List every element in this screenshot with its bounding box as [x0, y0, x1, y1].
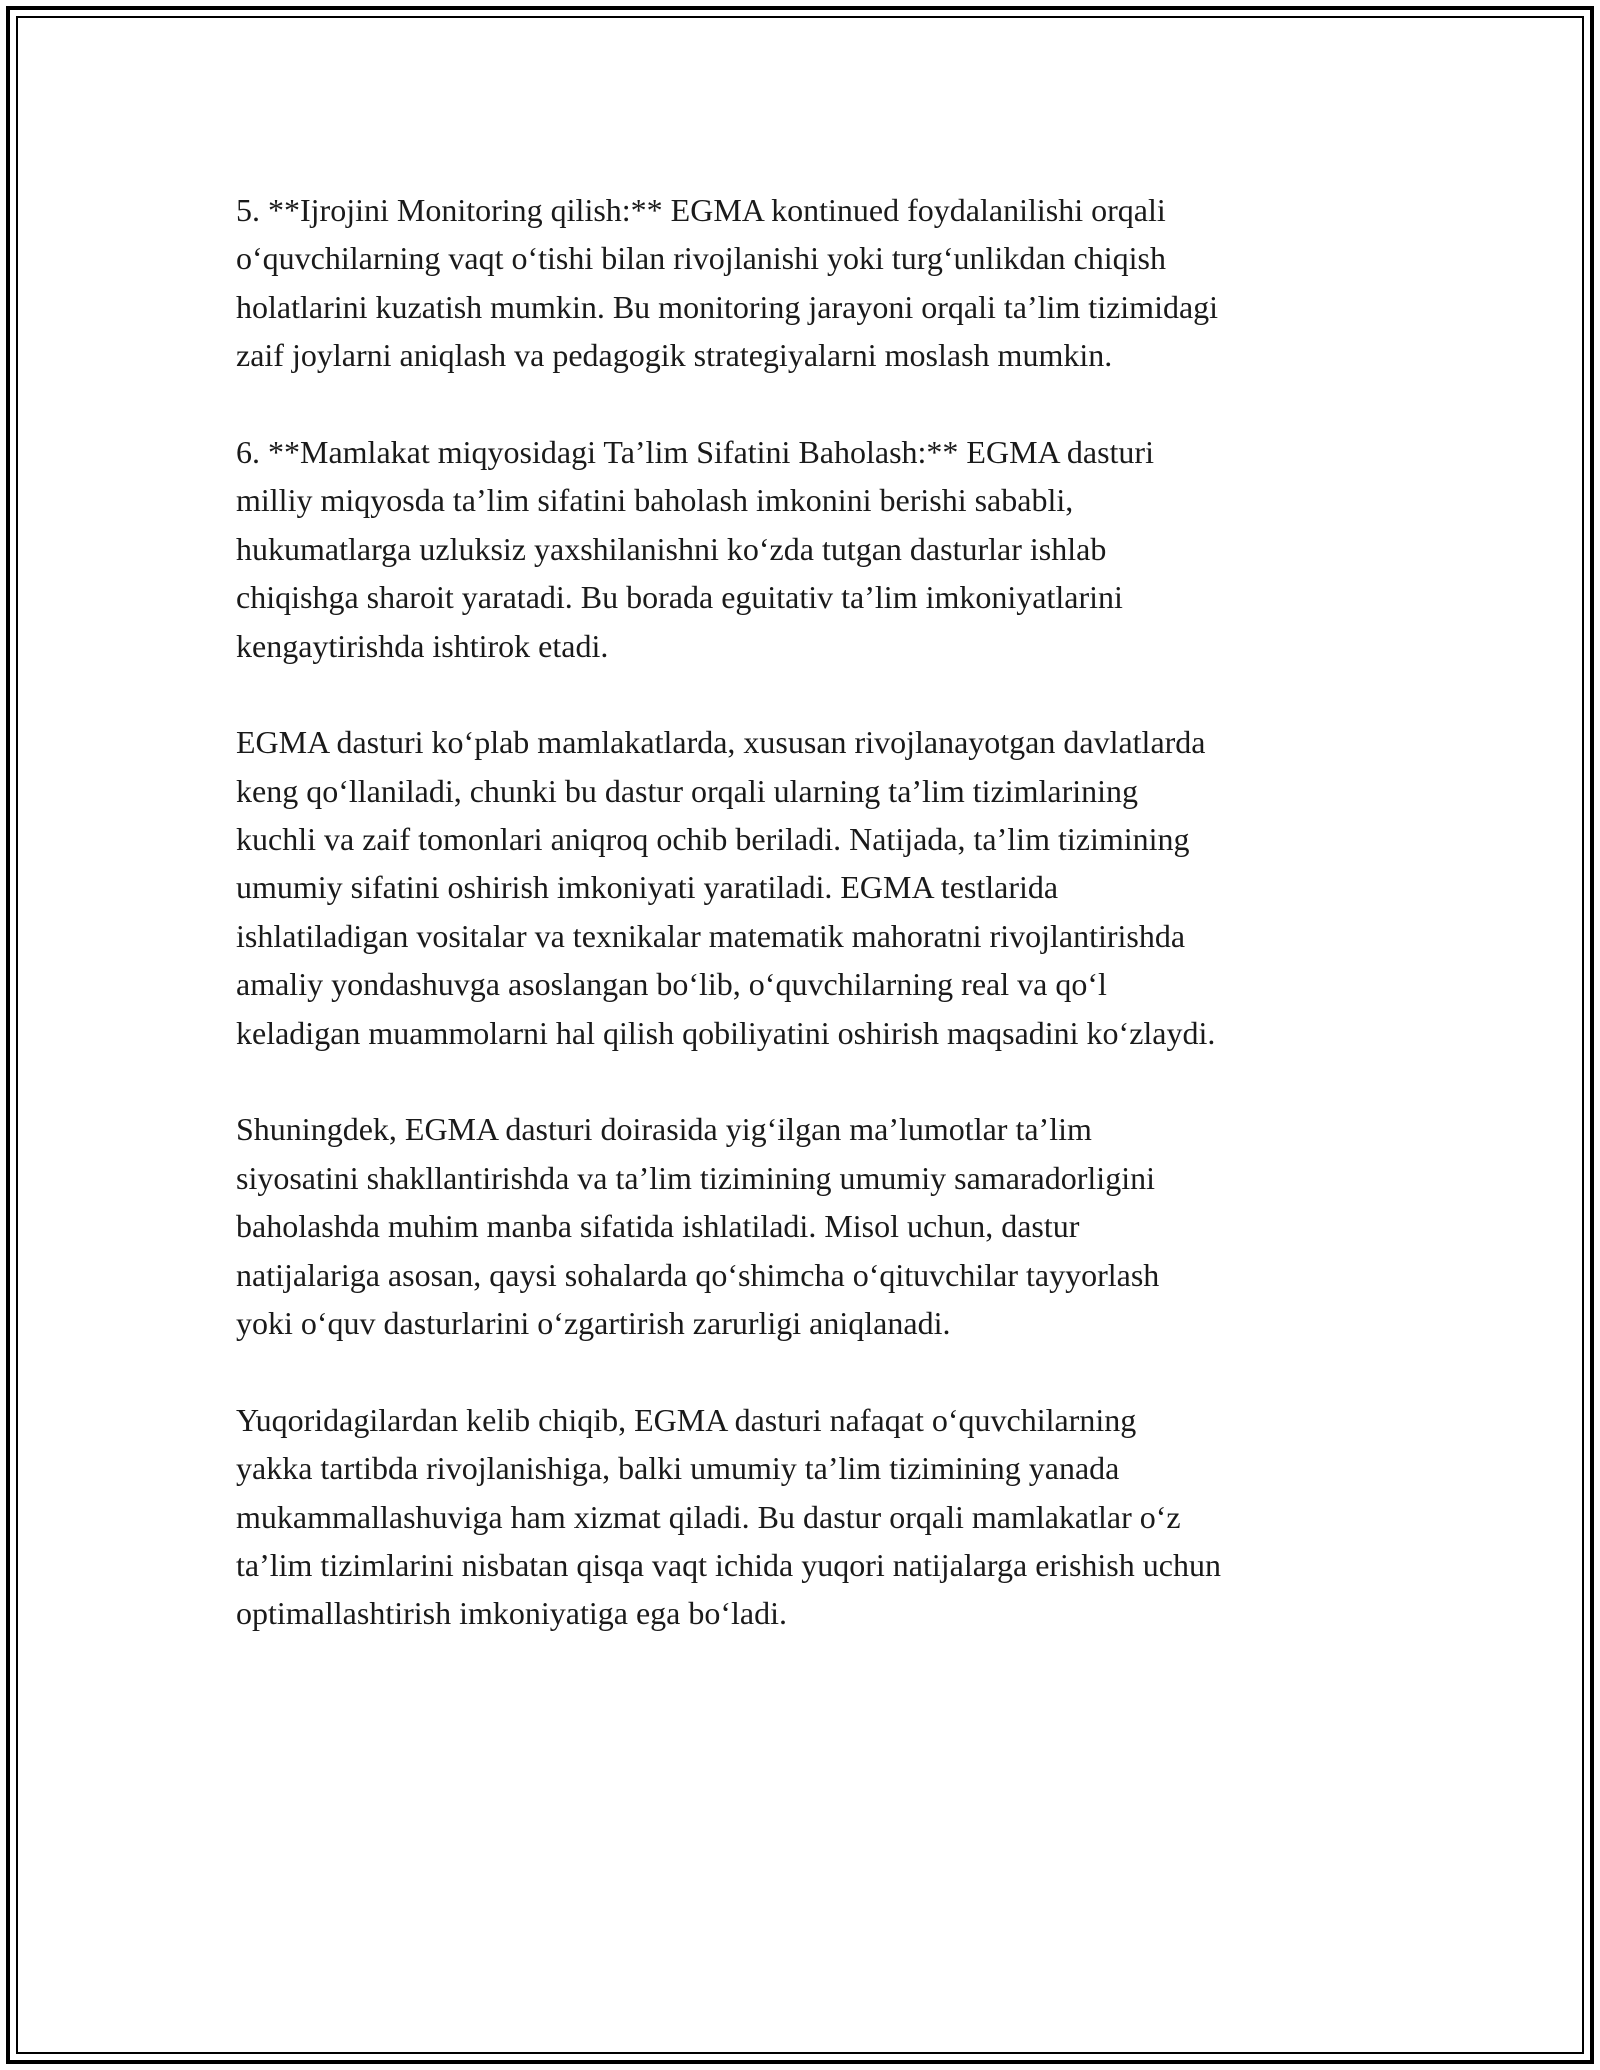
text-line: amaliy yondashuvga asoslangan bo‘lib, o‘quvchilarning real va qo‘l: [236, 966, 1107, 1003]
text-line: natijalariga asosan, qaysi sohalarda qo‘shimcha o‘qituvchilar tayyorlash: [236, 1256, 1160, 1293]
text-line: o‘quvchilarning vaqt o‘tishi bilan rivojlanishi yoki turg‘unlikdan chiqish: [236, 240, 1166, 277]
text-line: kengaytirishda ishtirok etadi.: [236, 627, 609, 664]
text-line: baholashda muhim manba sifatida ishlatiladi. Misol uchun, dastur: [236, 1208, 1080, 1245]
text-line: Shuningdek, EGMA dasturi doirasida yig‘ilgan ma’lumotlar ta’lim: [236, 1111, 1092, 1148]
paragraph-monitoring: [236, 186, 1396, 380]
text-line: milliy miqyosda ta’lim sifatini baholash imkonini berishi sababli,: [236, 482, 1074, 519]
paragraph-quality-assessment: [236, 428, 1396, 670]
text-line: yoki o‘quv dasturlarini o‘zgartirish zarurligi aniqlanadi.: [236, 1304, 951, 1341]
text-line: 6. **Mamlakat miqyosidagi Ta’lim Sifatini Baholash:** EGMA dasturi: [236, 433, 1154, 470]
text-line: holatlarini kuzatish mumkin. Bu monitoring jarayoni orqali ta’lim tizimidagi: [236, 288, 1219, 325]
text-line: hukumatlarga uzluksiz yaxshilanishni ko‘zda tutgan dasturlar ishlab: [236, 530, 1107, 567]
text-line: siyosatini shakllantirishda va ta’lim tizimining umumiy samaradorligini: [236, 1159, 1155, 1196]
paragraph-egma-usage: [236, 718, 1396, 1057]
text-line: 5. **Ijrojini Monitoring qilish:** EGMA kontinued foydalanilishi orqali: [236, 192, 1166, 228]
text-line: ishlatiladigan vositalar va texnikalar matematik mahoratni rivojlantirishda: [236, 917, 1186, 954]
text-line: Yuqoridagilardan kelib chiqib, EGMA dasturi nafaqat o‘quvchilarning: [236, 1401, 1137, 1438]
text-line: yakka tartibda rivojlanishiga, balki umumiy ta’lim tizimining yanada: [236, 1450, 1120, 1487]
text-line: zaif joylarni aniqlash va pedagogik strategiyalarni moslash mumkin.: [236, 337, 1113, 374]
text-line: optimallashtirish imkoniyatiga ega bo‘ladi.: [236, 1595, 787, 1632]
document-body: [236, 186, 1396, 1686]
text-line: keng qo‘llaniladi, chunki bu dastur orqali ularning ta’lim tizimlarining: [236, 772, 1139, 809]
text-line: umumiy sifatini oshirish imkoniyati yaratiladi. EGMA testlarida: [236, 869, 1059, 906]
text-line: chiqishga sharoit yaratadi. Bu borada eguitativ ta’lim imkoniyatlarini: [236, 579, 1123, 616]
text-line: kuchli va zaif tomonlari aniqroq ochib beriladi. Natijada, ta’lim tizimining: [236, 821, 1190, 858]
text-line: ta’lim tizimlarini nisbatan qisqa vaqt ichida yuqori natijalarga erishish uchun: [236, 1546, 1221, 1583]
paragraph-conclusion: [236, 1396, 1396, 1638]
text-line: mukammallashuviga ham xizmat qiladi. Bu dastur orqali mamlakatlar o‘z: [236, 1498, 1181, 1535]
text-line: keladigan muammolarni hal qilish qobiliyatini oshirish maqsadini ko‘zlaydi.: [236, 1014, 1216, 1051]
paragraph-policy-data: [236, 1105, 1396, 1347]
text-line: EGMA dasturi ko‘plab mamlakatlarda, xususan rivojlanayotgan davlatlarda: [236, 724, 1206, 761]
